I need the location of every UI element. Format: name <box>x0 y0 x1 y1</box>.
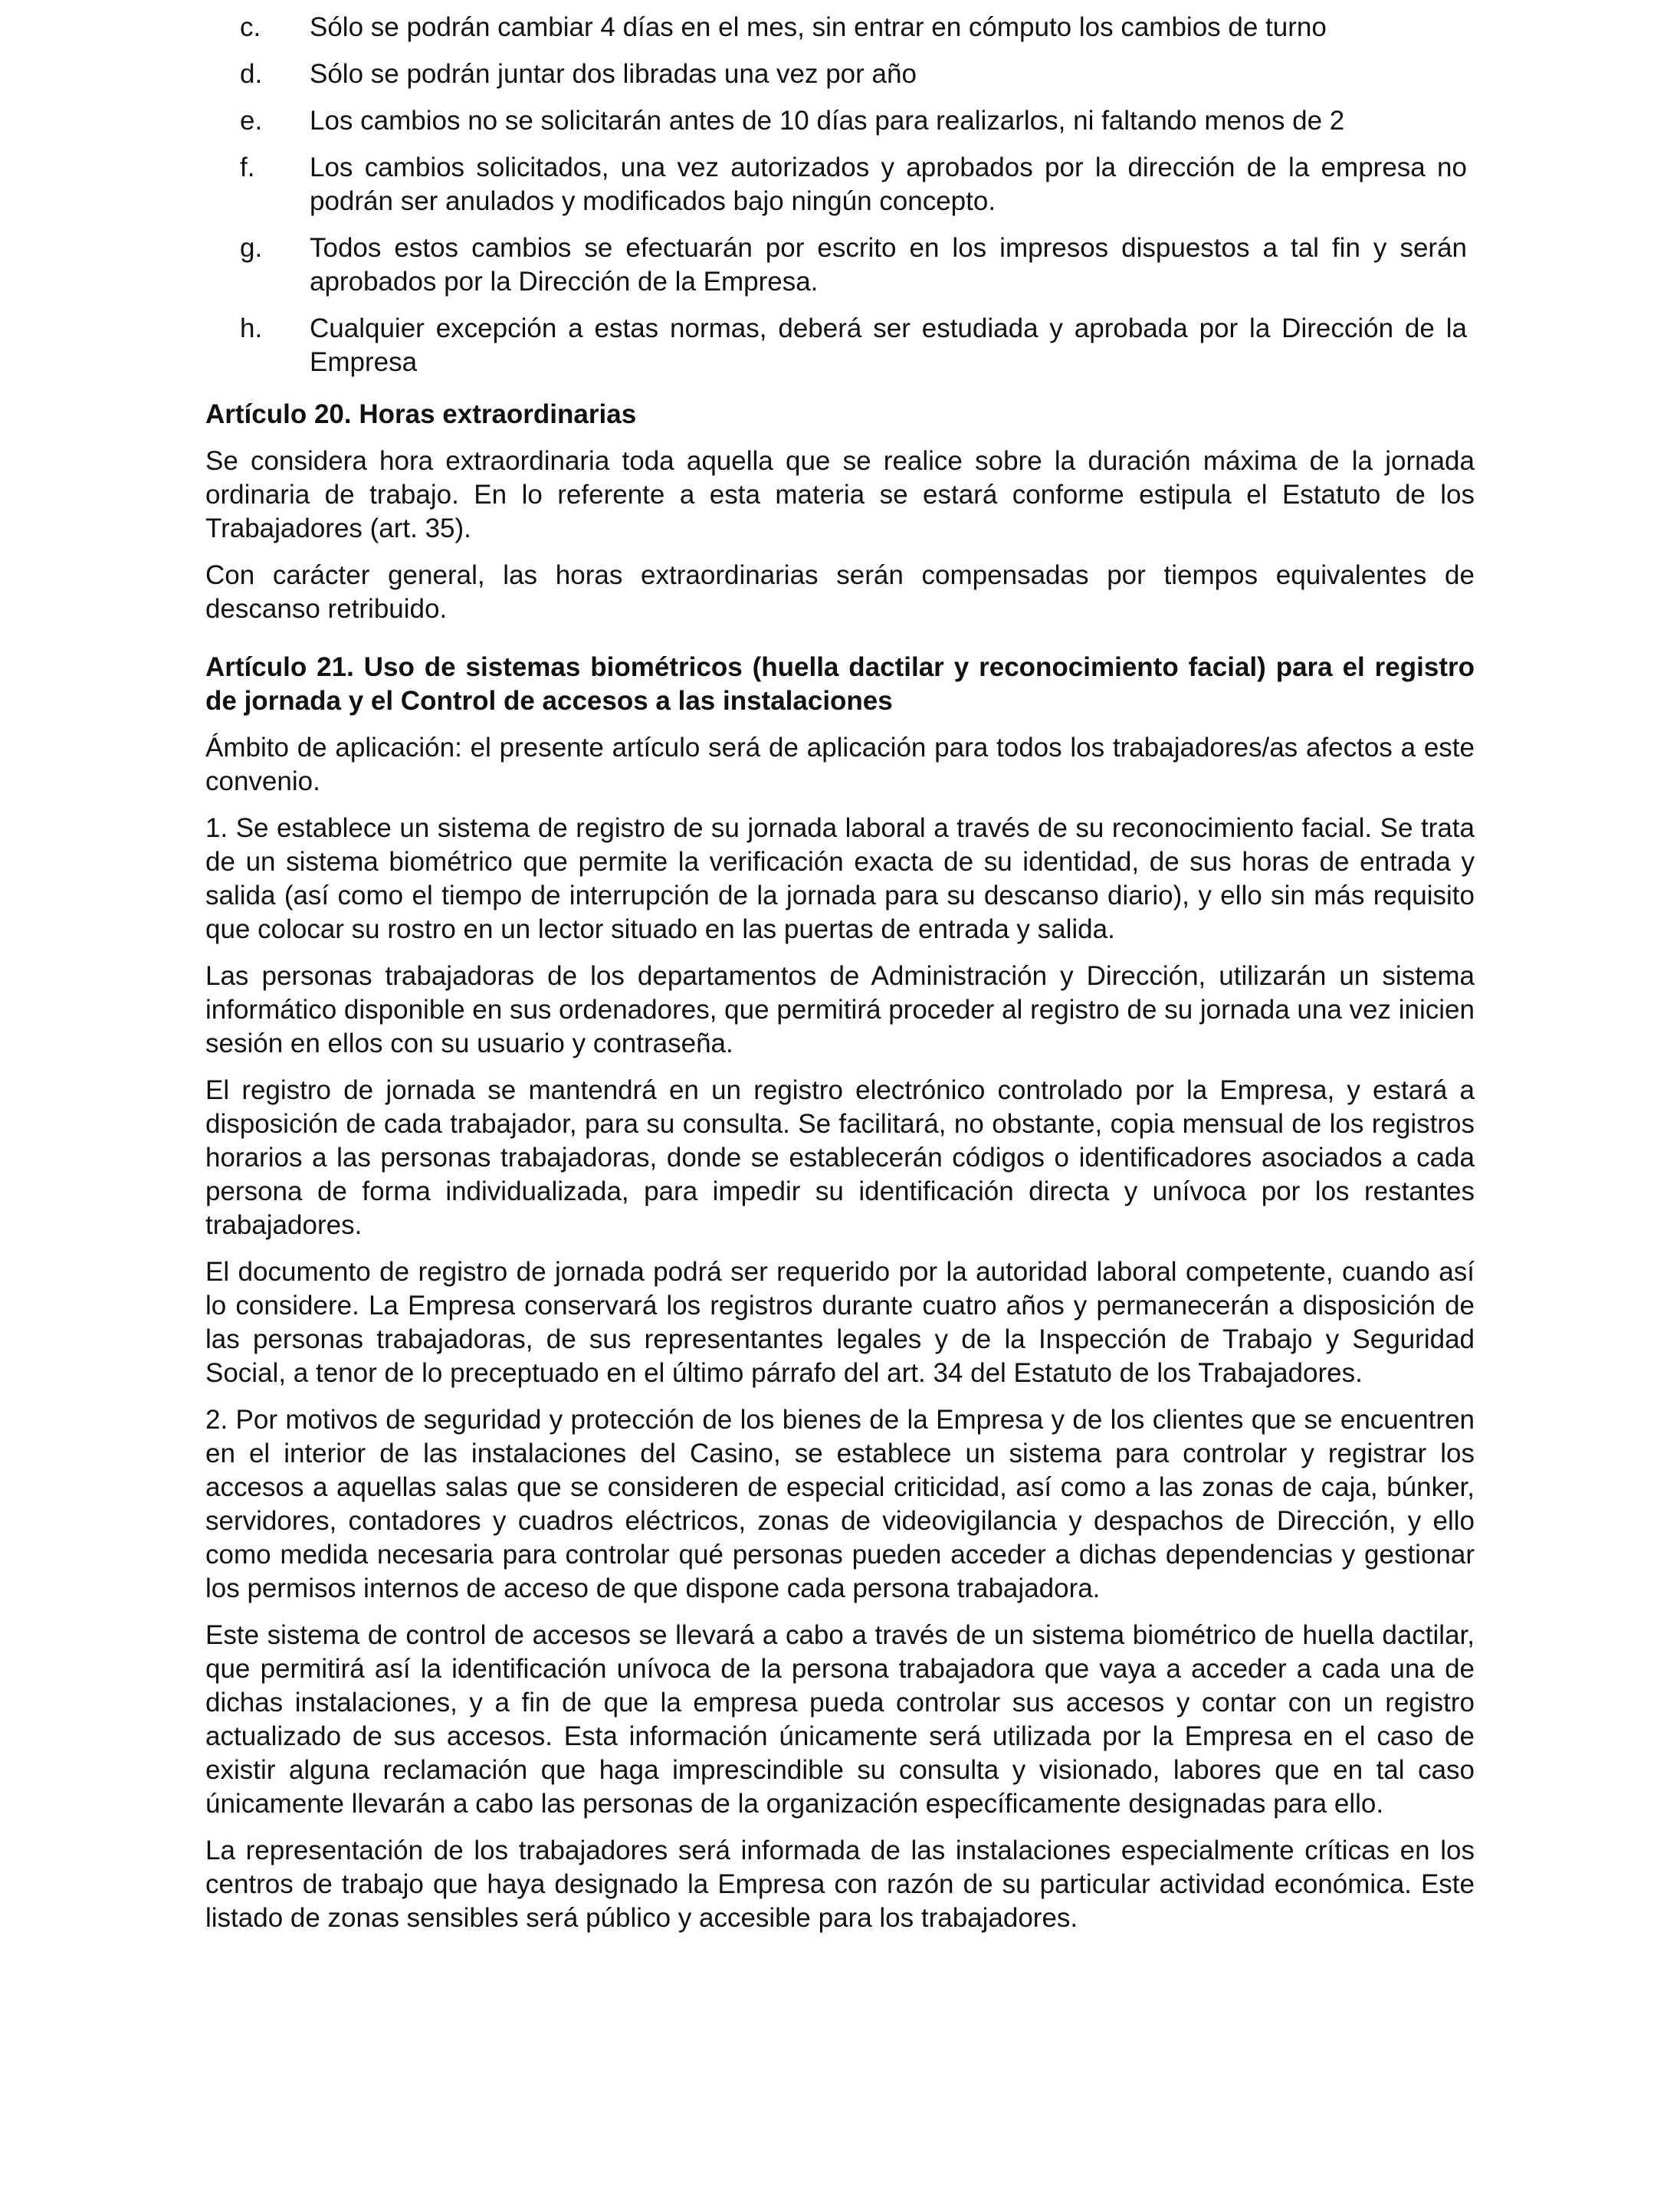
article-21-paragraph: Las personas trabajadoras de los departamentos de Administración y Dirección, utilizarán un sistema informático disponible en sus ordenadores, que permitirá proceder al registro de su jornada una vez inicien sesión en ellos con su usuario y contraseña. <box>205 961 1475 1058</box>
article-21-paragraph: Este sistema de control de accesos se llevará a cabo a través de un sistema biométrico de huella dactilar, que permitirá así la identificación unívoca de la persona trabajadora que vaya a acceder a cada una de dichas instalaciones, y a fin de que la empresa pueda controlar sus accesos y contar con un registro actualizado de sus accesos. Esta información únicamente será utilizada por la Empresa en el caso de existir alguna reclamación que haga imprescindible su consulta y visionado, labores que en tal caso únicamente llevarán a cabo las personas de la organización específicamente designadas para ello. <box>205 1620 1475 1819</box>
list-marker: d. <box>240 59 263 89</box>
list-item-text: Todos estos cambios se efectuarán por escrito en los impresos dispuestos a tal fin y serán aprobados por la Dirección de la Empresa. <box>310 233 1467 297</box>
list-item-text: Cualquier excepción a estas normas, deberá ser estudiada y aprobada por la Dirección de la Empresa <box>310 313 1467 377</box>
list-marker: f. <box>240 153 255 182</box>
list-marker: h. <box>240 313 263 343</box>
list-item-text: Sólo se podrán cambiar 4 días en el mes, sin entrar en cómputo los cambios de turno <box>310 12 1327 42</box>
rules-list <box>205 11 1475 379</box>
list-item <box>205 231 1475 299</box>
list-marker: e. <box>240 106 263 136</box>
list-item <box>205 57 1475 91</box>
article-21-paragraph: 1. Se establece un sistema de registro de su jornada laboral a través de su reconocimiento facial. Se trata de un sistema biométrico que permite la verificación exacta de su identidad, de sus horas de entrada y salida (así como el tiempo de interrupción de la jornada para su descanso diario), y ello sin más requisito que colocar su rostro en un lector situado en las puertas de entrada y salida. <box>205 813 1475 944</box>
list-item-text: Los cambios solicitados, una vez autorizados y aprobados por la dirección de la empresa no podrán ser anulados y modificados bajo ningún concepto. <box>310 153 1467 216</box>
article-20-paragraph: Con carácter general, las horas extraordinarias serán compensadas por tiempos equivalentes de descanso retribuido. <box>205 560 1475 624</box>
article-20-paragraph: Se considera hora extraordinaria toda aquella que se realice sobre la duración máxima de la jornada ordinaria de trabajo. En lo referente a esta materia se estará conforme estipula el Estatuto de los Trabajadores (art. 35). <box>205 446 1475 543</box>
list-item-text: Los cambios no se solicitarán antes de 10 días para realizarlos, ni faltando menos de 2 <box>310 106 1345 136</box>
list-item <box>205 151 1475 218</box>
article-21-heading: Artículo 21. Uso de sistemas biométricos (huella dactilar y reconocimiento facial) para el registro de jornada y el Control de accesos a las instalaciones <box>205 652 1475 716</box>
list-item <box>205 11 1475 44</box>
article-21-paragraph: 2. Por motivos de seguridad y protección de los bienes de la Empresa y de los clientes que se encuentren en el interior de las instalaciones del Casino, se establece un sistema para controlar y registrar los accesos a aquellas salas que se consideren de especial criticidad, así como a las zonas de caja, búnker, servidores, contadores y cuadros eléctricos, zonas de videovigilancia y despachos de Dirección, y ello como medida necesaria para controlar qué personas pueden acceder a dichas dependencias y gestionar los permisos internos de acceso de que dispone cada persona trabajadora. <box>205 1405 1475 1603</box>
list-marker: c. <box>240 12 261 42</box>
article-21-paragraph: La representación de los trabajadores será informada de las instalaciones especialmente críticas en los centros de trabajo que haya designado la Empresa con razón de su particular actividad económica. Este listado de zonas sensibles será público y accesible para los trabajadores. <box>205 1836 1475 1933</box>
document-page <box>205 11 1475 1948</box>
article-21-paragraph: El documento de registro de jornada podrá ser requerido por la autoridad laboral competente, cuando así lo considere. La Empresa conservará los registros durante cuatro años y permanecerán a disposición de las personas trabajadoras, de sus representantes legales y de la Inspección de Trabajo y Seguridad Social, a tenor de lo preceptuado en el último párrafo del art. 34 del Estatuto de los Trabajadores. <box>205 1257 1475 1388</box>
list-marker: g. <box>240 233 263 263</box>
list-item <box>205 312 1475 379</box>
article-21-paragraph: El registro de jornada se mantendrá en un registro electrónico controlado por la Empresa, y estará a disposición de cada trabajador, para su consulta. Se facilitará, no obstante, copia mensual de los registros horarios a las personas trabajadoras, donde se establecerán códigos o identificadores asociados a cada persona de forma individualizada, para impedir su identificación directa y unívoca por los restantes trabajadores. <box>205 1075 1475 1240</box>
list-item-text: Sólo se podrán juntar dos libradas una vez por año <box>310 59 917 89</box>
article-21-paragraph: Ámbito de aplicación: el presente artículo será de aplicación para todos los trabajadores/as afectos a este convenio. <box>205 733 1475 796</box>
list-item <box>205 104 1475 138</box>
article-20-heading: Artículo 20. Horas extraordinarias <box>205 399 637 429</box>
